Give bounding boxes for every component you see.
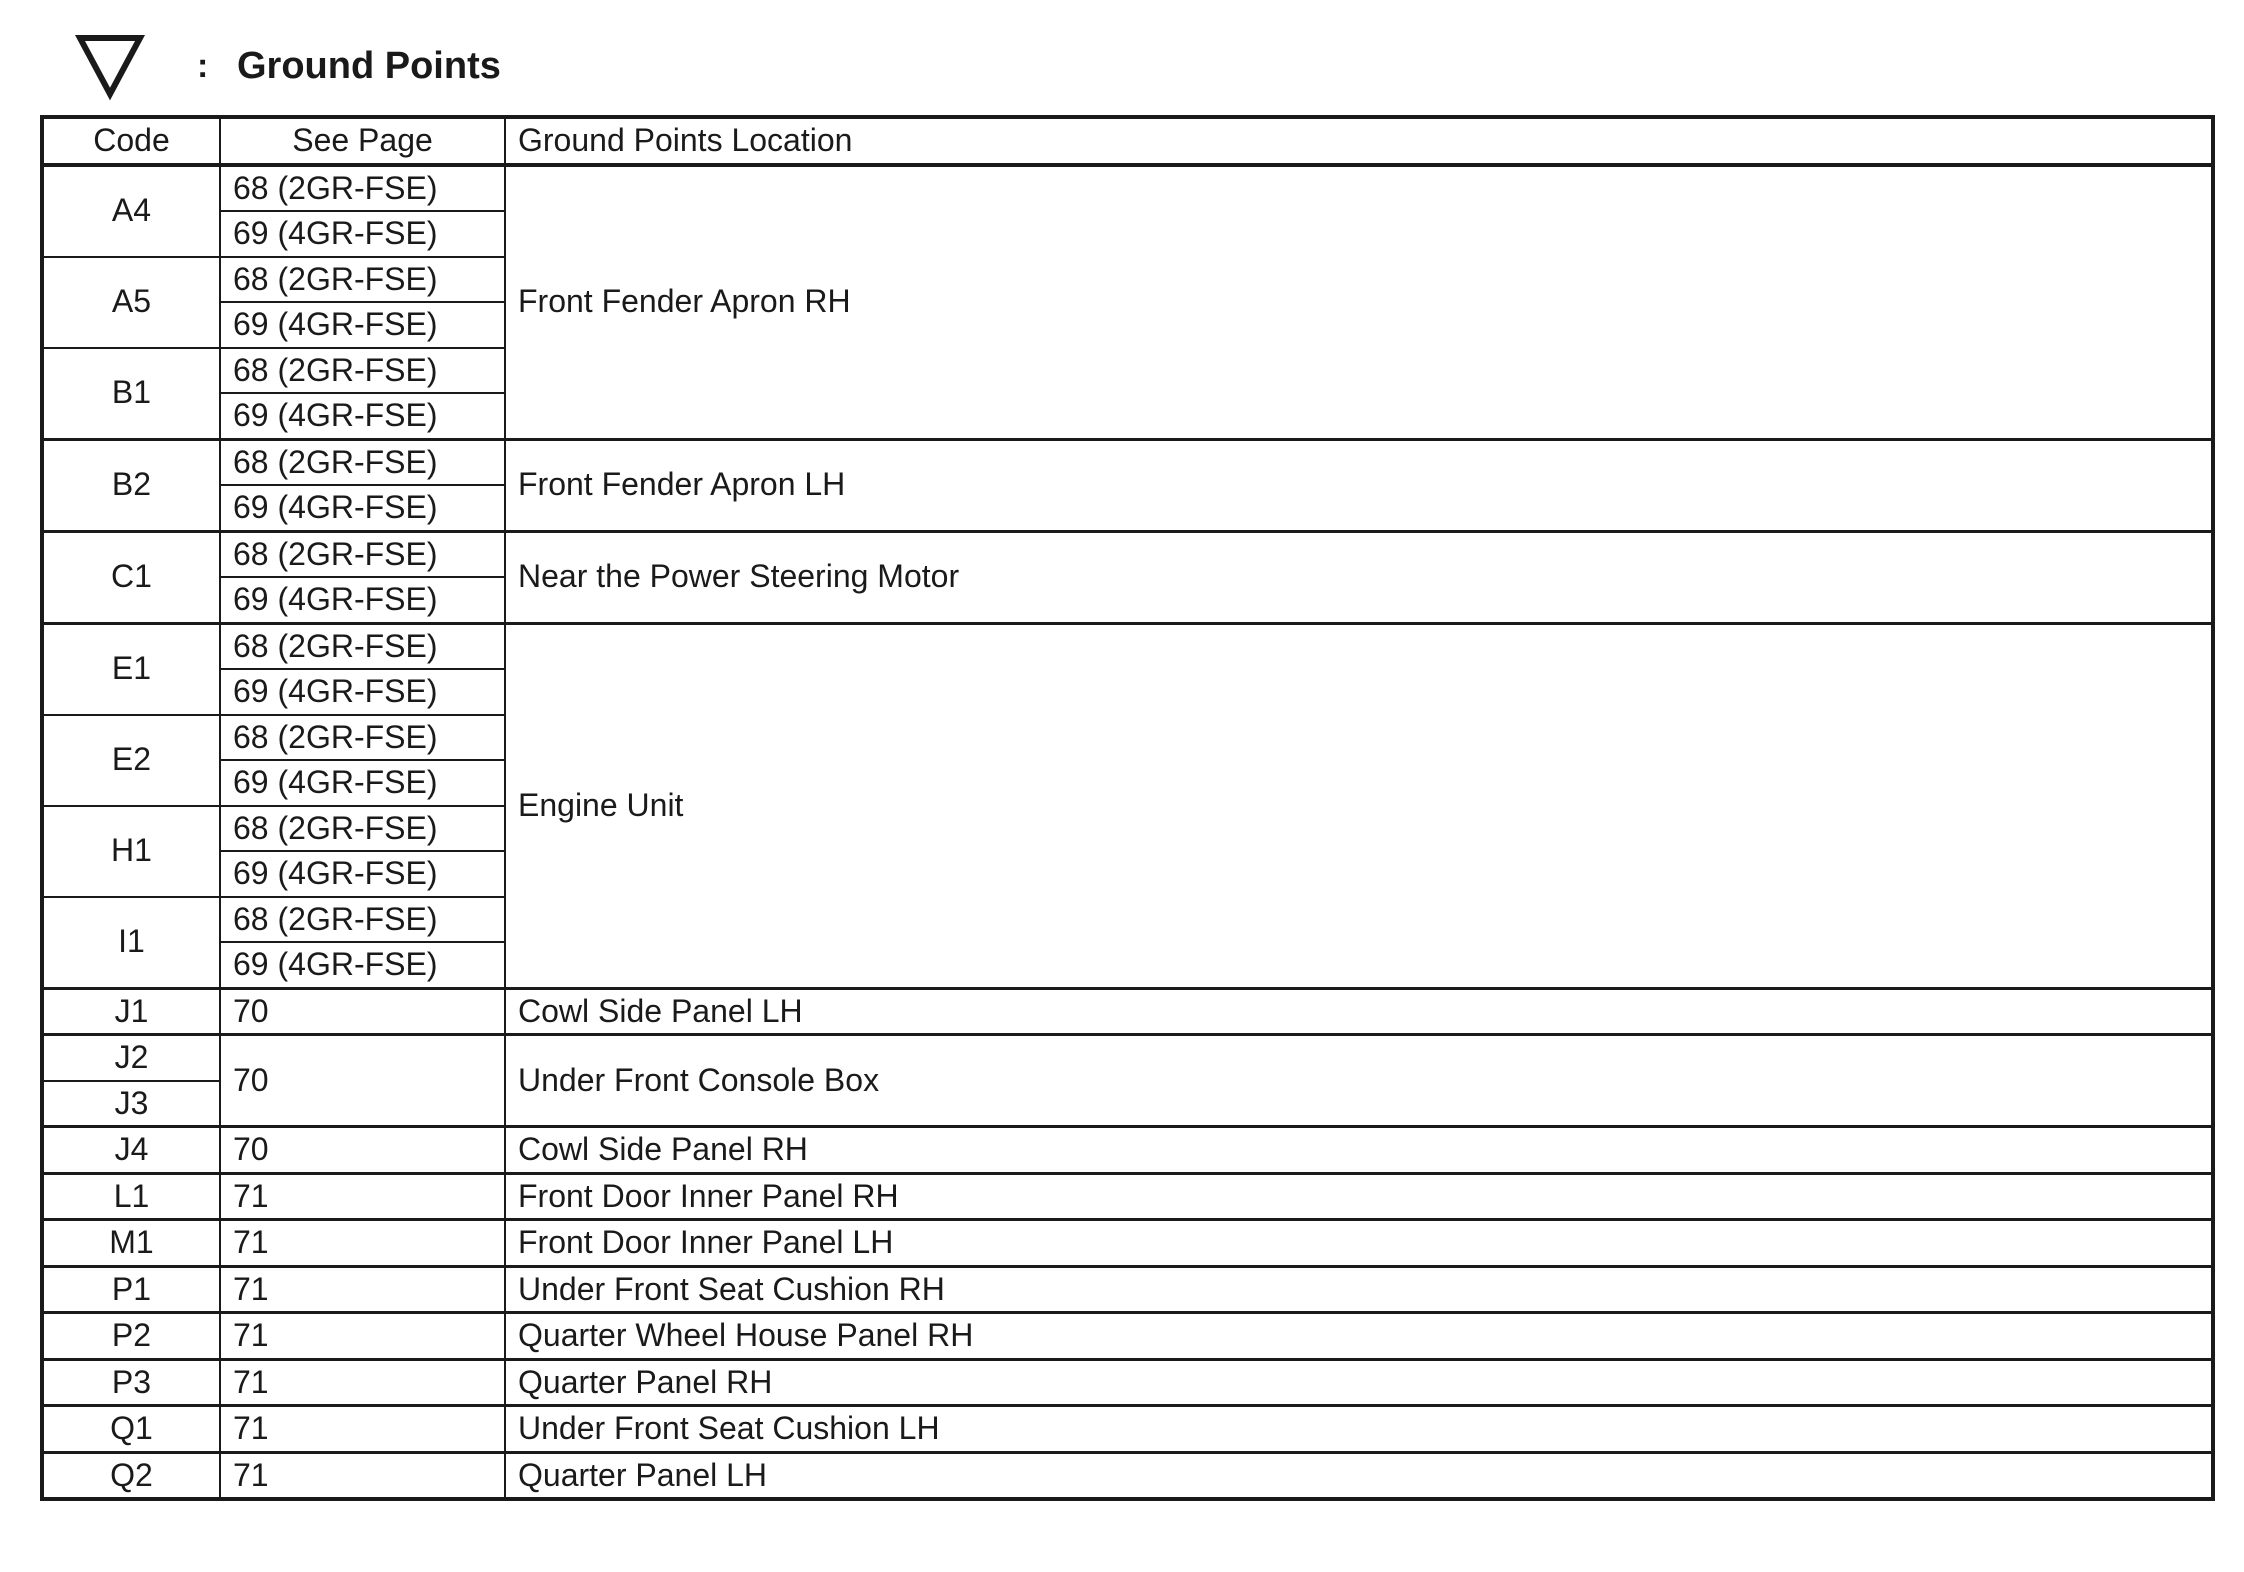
code-cell: B1: [42, 348, 220, 440]
table-row: [42, 1313, 2213, 1360]
location-cell: Quarter Wheel House Panel RH: [505, 1313, 2213, 1360]
page-cell: 69 (4GR-FSE): [220, 393, 505, 439]
location-cell: Quarter Panel RH: [505, 1359, 2213, 1406]
page-header: [74, 30, 501, 102]
column-header-see-page: See Page: [220, 117, 505, 165]
column-header-location: Ground Points Location: [505, 117, 2213, 165]
code-cell: J3: [42, 1081, 220, 1127]
table-header-row: [42, 117, 2213, 165]
ground-triangle-icon: [74, 30, 146, 102]
location-cell: Under Front Console Box: [505, 1035, 2213, 1127]
page-cell: 70: [220, 1035, 505, 1127]
table-row: [42, 1452, 2213, 1499]
page-cell: 68 (2GR-FSE): [220, 897, 505, 943]
table-row: [42, 1406, 2213, 1453]
location-cell: Cowl Side Panel LH: [505, 988, 2213, 1035]
location-cell: Front Door Inner Panel RH: [505, 1173, 2213, 1220]
code-cell: Q2: [42, 1452, 220, 1499]
table-row: [42, 1266, 2213, 1313]
page-cell: 68 (2GR-FSE): [220, 806, 505, 852]
table-row: [42, 531, 2213, 577]
code-cell: J4: [42, 1127, 220, 1174]
code-cell: H1: [42, 806, 220, 897]
location-cell: Quarter Panel LH: [505, 1452, 2213, 1499]
page-cell: 69 (4GR-FSE): [220, 851, 505, 897]
location-cell: Front Door Inner Panel LH: [505, 1220, 2213, 1267]
code-cell: M1: [42, 1220, 220, 1267]
location-cell: Front Fender Apron LH: [505, 439, 2213, 531]
code-cell: I1: [42, 897, 220, 989]
page-cell: 68 (2GR-FSE): [220, 165, 505, 212]
page-cell: 68 (2GR-FSE): [220, 623, 505, 669]
page-cell: 71: [220, 1313, 505, 1360]
code-cell: P1: [42, 1266, 220, 1313]
code-cell: P2: [42, 1313, 220, 1360]
location-cell: Under Front Seat Cushion LH: [505, 1406, 2213, 1453]
location-cell: Under Front Seat Cushion RH: [505, 1266, 2213, 1313]
table-row: [42, 439, 2213, 485]
table-row: [42, 1035, 2213, 1081]
ground-points-table: [40, 115, 2215, 1501]
location-cell: Engine Unit: [505, 623, 2213, 988]
page-cell: 70: [220, 988, 505, 1035]
page-cell: 69 (4GR-FSE): [220, 302, 505, 348]
page-cell: 68 (2GR-FSE): [220, 348, 505, 394]
page-cell: 69 (4GR-FSE): [220, 577, 505, 623]
code-cell: A5: [42, 257, 220, 348]
code-cell: E2: [42, 715, 220, 806]
code-cell: P3: [42, 1359, 220, 1406]
page-cell: 69 (4GR-FSE): [220, 669, 505, 715]
page-cell: 68 (2GR-FSE): [220, 531, 505, 577]
page-cell: 71: [220, 1359, 505, 1406]
table-row: [42, 1220, 2213, 1267]
code-cell: E1: [42, 623, 220, 715]
page-cell: 69 (4GR-FSE): [220, 760, 505, 806]
title-separator: :: [197, 47, 209, 85]
page-cell: 69 (4GR-FSE): [220, 942, 505, 988]
location-cell: Near the Power Steering Motor: [505, 531, 2213, 623]
page-cell: 69 (4GR-FSE): [220, 211, 505, 257]
table-row: [42, 623, 2213, 669]
code-cell: L1: [42, 1173, 220, 1220]
page-title: Ground Points: [237, 45, 501, 87]
page-cell: 71: [220, 1220, 505, 1267]
code-cell: J2: [42, 1035, 220, 1081]
page-cell: 68 (2GR-FSE): [220, 439, 505, 485]
location-cell: Cowl Side Panel RH: [505, 1127, 2213, 1174]
table-row: [42, 1173, 2213, 1220]
page-cell: 70: [220, 1127, 505, 1174]
code-cell: B2: [42, 439, 220, 531]
location-cell: Front Fender Apron RH: [505, 165, 2213, 440]
page-cell: 71: [220, 1173, 505, 1220]
column-header-code: Code: [42, 117, 220, 165]
page-cell: 68 (2GR-FSE): [220, 257, 505, 303]
page-cell: 71: [220, 1266, 505, 1313]
table-row: [42, 1127, 2213, 1174]
code-cell: C1: [42, 531, 220, 623]
page-cell: 71: [220, 1452, 505, 1499]
code-cell: A4: [42, 165, 220, 257]
page-cell: 71: [220, 1406, 505, 1453]
table-row: [42, 1359, 2213, 1406]
code-cell: Q1: [42, 1406, 220, 1453]
code-cell: J1: [42, 988, 220, 1035]
page-cell: 69 (4GR-FSE): [220, 485, 505, 531]
table-row: [42, 988, 2213, 1035]
table-row: [42, 165, 2213, 212]
page-cell: 68 (2GR-FSE): [220, 715, 505, 761]
